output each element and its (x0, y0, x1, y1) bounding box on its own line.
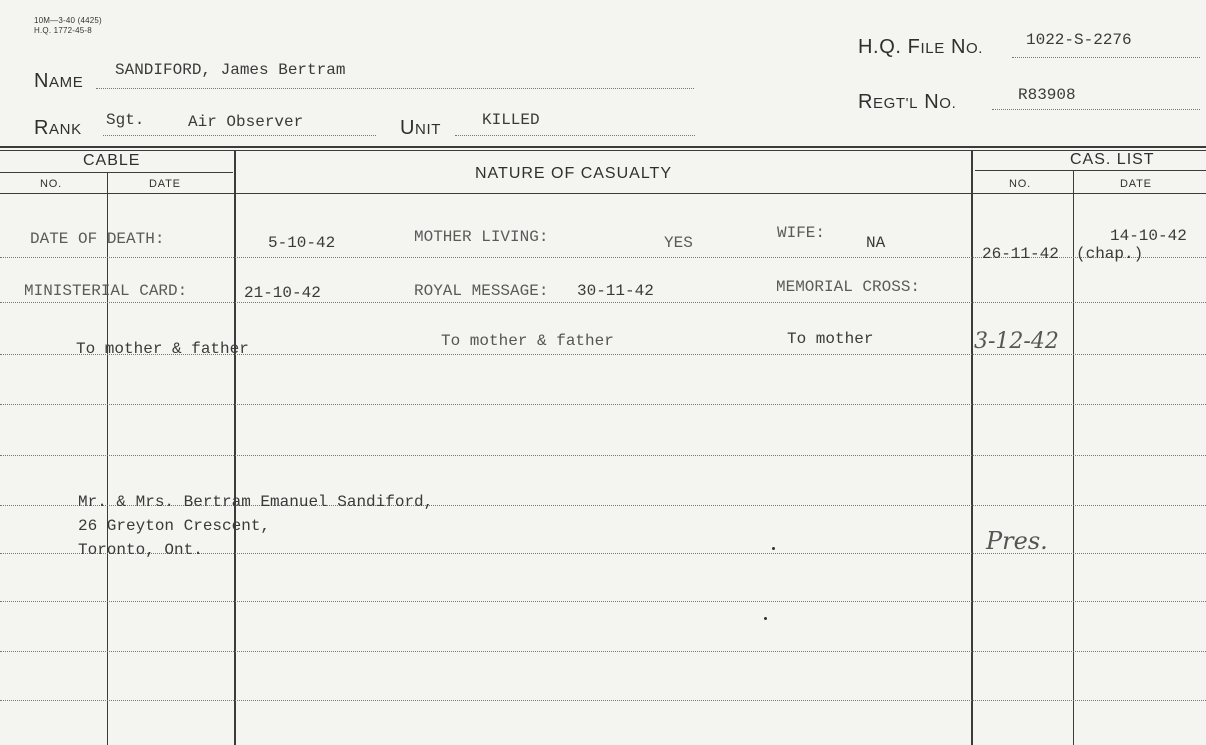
royal-message-value: 30-11-42 (577, 282, 654, 300)
unit-label: UNIT (400, 117, 442, 139)
row-line-5 (0, 455, 1206, 456)
nature-cas-divider (971, 150, 973, 745)
cas-no-1: 26-11-42 (982, 245, 1059, 263)
wife-label: WIFE: (777, 224, 826, 242)
regtl-underline (992, 109, 1200, 110)
table-top-rule-2 (0, 150, 1206, 151)
royal-message-label: ROYAL MESSAGE: (414, 282, 549, 300)
cas-list-header: CAS. LIST (1070, 151, 1155, 168)
cable-date-header: DATE (149, 178, 181, 190)
ink-speck (772, 547, 775, 550)
row-line-10 (0, 700, 1206, 701)
rank-trade: Air Observer (188, 113, 304, 131)
ministerial-label: MINISTERIAL CARD: (24, 282, 188, 300)
row-line-4 (0, 404, 1206, 405)
cas-header-rule (975, 170, 1206, 171)
hq-file-label: H.Q. FILE NO. (858, 36, 984, 58)
table-top-rule (0, 146, 1206, 148)
rank-value: Sgt. (106, 111, 145, 129)
address-line-1: Mr. & Mrs. Bertram Emanuel Sandiford, (78, 493, 434, 511)
nature-header: NATURE OF CASUALTY (475, 165, 672, 182)
cas-no-header: NO. (1009, 178, 1031, 190)
rank-label: RANK (34, 117, 82, 139)
hq-file-underline (1012, 57, 1200, 58)
row-line-2 (0, 302, 1206, 303)
mother-living-label: MOTHER LIVING: (414, 228, 549, 246)
name-underline (96, 88, 694, 89)
name-value: SANDIFORD, James Bertram (115, 61, 346, 79)
form-code (34, 16, 102, 36)
ink-speck (764, 617, 767, 620)
unit-underline (455, 135, 695, 136)
cable-nature-divider (234, 150, 236, 745)
row-line-9 (0, 651, 1206, 652)
form-code-line1: 10M—3-40 (4425) (34, 16, 102, 25)
to-mother-father: To mother & father (76, 340, 249, 358)
to-mother: To mother (787, 330, 874, 348)
cable-header: CABLE (83, 152, 141, 169)
cable-no-header: NO. (40, 178, 62, 190)
unit-value: KILLED (482, 111, 540, 129)
cable-header-rule (0, 172, 233, 173)
address-line-2: 26 Greyton Crescent, (78, 517, 271, 535)
cas-date-1: 14-10-42 (1110, 227, 1187, 245)
regtl-value: R83908 (1018, 86, 1076, 104)
name-label: NAME (34, 70, 84, 92)
regtl-label: REGT'L NO. (858, 91, 957, 113)
date-of-death-value: 5-10-42 (268, 234, 336, 252)
memorial-cross-label: MEMORIAL CROSS: (776, 278, 921, 296)
form-code-line2: H.Q. 1772-45-8 (34, 26, 92, 35)
pres-handwritten: Pres. (986, 527, 1048, 555)
cas-date-1b: (chap.) (1076, 245, 1144, 263)
mother-living-value: YES (664, 234, 693, 252)
cas-date-header: DATE (1120, 178, 1152, 190)
date-of-death-label: DATE OF DEATH: (30, 230, 165, 248)
row-line-8 (0, 601, 1206, 602)
wife-value: NA (866, 234, 886, 252)
to-mother-father-2: To mother & father (441, 332, 614, 350)
table-header-bottom-rule (0, 193, 1206, 194)
ministerial-value: 21-10-42 (244, 284, 321, 302)
hq-file-value: 1022-S-2276 (1026, 31, 1132, 49)
address-line-3: Toronto, Ont. (78, 541, 203, 559)
cas-no-handwritten: 3-12-42 (974, 329, 1059, 354)
rank-underline (103, 135, 376, 136)
